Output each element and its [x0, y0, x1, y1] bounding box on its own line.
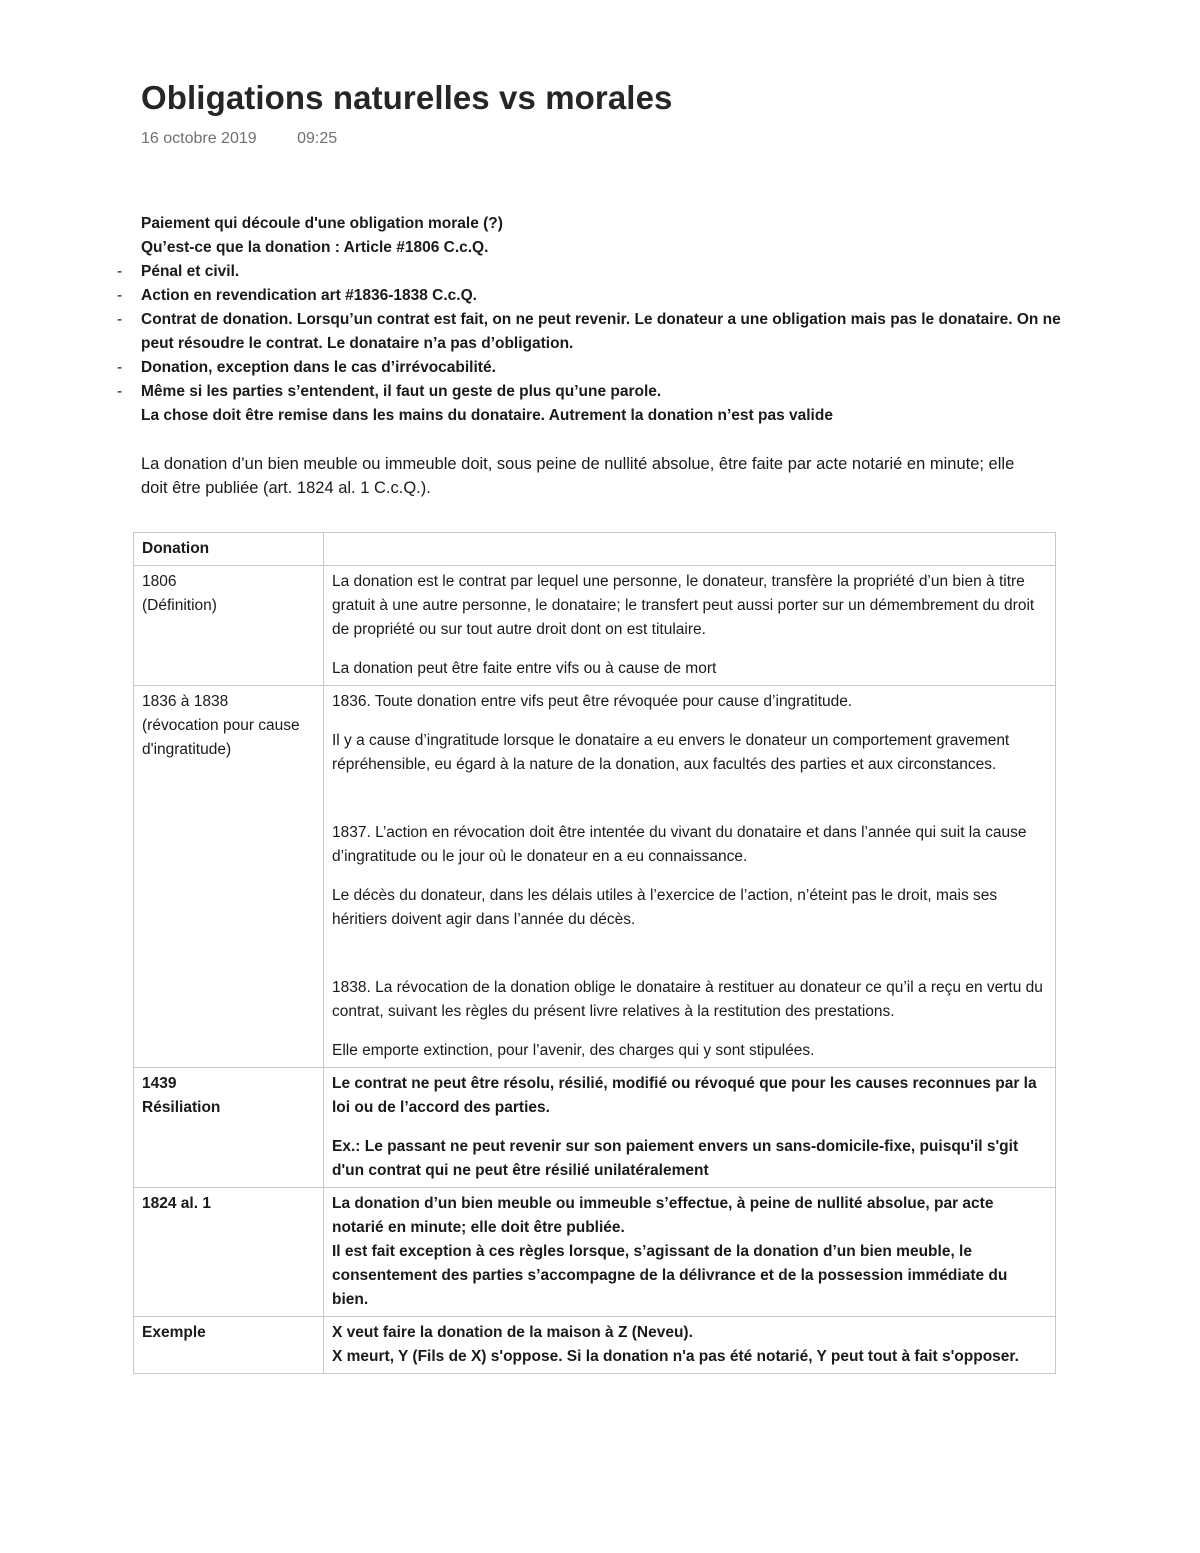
- row-content-cell: [324, 1068, 1056, 1188]
- row-label-cell: Exemple: [134, 1317, 324, 1374]
- dash-bullet: -: [117, 383, 123, 400]
- cell-paragraph: Il y a cause d’ingratitude lorsque le donataire a eu envers le donateur un comportement gravement répréhensible, eu égard à la nature de la donation, aux facultés des parties et aux circonstances.: [332, 732, 1010, 773]
- article-number: 1836 à 1838: [142, 693, 229, 710]
- body-paragraph: La donation d’un bien meuble ou immeuble doit, sous peine de nullité absolue, être faite par acte notarié en minute; elle doit être publiée (art. 1824 al. 1 C.c.Q.).: [141, 455, 1015, 497]
- intro-line: Paiement qui découle d'une obligation morale (?): [141, 215, 503, 232]
- table-row: [134, 686, 1056, 1068]
- intro-block: [117, 212, 1061, 428]
- cell-paragraph: 1837. L’action en révocation doit être intentée du vivant du donataire et dans l’année qui suit la cause d’ingratitude ou le jour où le donateur en a eu connaissance.: [332, 824, 1027, 865]
- note-page: [117, 76, 1061, 497]
- cell-paragraph: La donation est le contrat par lequel une personne, le donateur, transfère la propriété d’un bien à titre gratuit à une autre personne, le donataire; le transfert peut aussi porter sur un démembrement du droit de propriété ou sur tout autre droit dont on est titulaire.: [332, 573, 1035, 638]
- row-content-cell: [324, 686, 1056, 1068]
- table-row: [134, 1188, 1056, 1317]
- cell-paragraph: La donation peut être faite entre vifs ou à cause de mort: [332, 660, 717, 677]
- cell-paragraph: Le contrat ne peut être résolu, résilié, modifié ou révoqué que pour les causes reconnues par la loi ou de l’accord des parties.: [332, 1075, 1037, 1116]
- note-date: 16 octobre 2019: [141, 130, 257, 147]
- row-content-cell: [324, 566, 1056, 686]
- article-caption: Résiliation: [142, 1099, 221, 1116]
- dash-bullet: -: [117, 359, 123, 376]
- cell-paragraph: X veut faire la donation de la maison à Z (Neveu).: [332, 1324, 693, 1341]
- table-row: [134, 1317, 1056, 1374]
- dash-bullet: -: [117, 287, 123, 304]
- article-caption: (Définition): [142, 597, 217, 614]
- cell-paragraph: La donation d’un bien meuble ou immeuble s’effectue, à peine de nullité absolue, par acte notarié en minute; elle doit être publiée.: [332, 1195, 994, 1236]
- list-item: [117, 308, 1061, 356]
- list-item-text: Action en revendication art #1836-1838 C.c.Q.: [141, 287, 477, 304]
- list-item-text: Contrat de donation. Lorsqu’un contrat est fait, on ne peut revenir. Le donateur a une obligation mais pas le donataire. On ne peut résoudre le contrat. Le donataire n’a pas d’obligation.: [141, 311, 1061, 352]
- table-header-cell: Donation: [134, 533, 324, 566]
- list-item: [117, 260, 1061, 284]
- note-meta: [141, 124, 1061, 154]
- list-item-text: Donation, exception dans le cas d’irrévocabilité.: [141, 359, 496, 376]
- intro-line: La chose doit être remise dans les mains du donataire. Autrement la donation n’est pas valide: [141, 407, 833, 424]
- list-item-text: Pénal et civil.: [141, 263, 240, 280]
- cell-paragraph: Ex.: Le passant ne peut revenir sur son paiement envers un sans-domicile-fixe, puisqu'il s'git d'un contrat qui ne peut être résilié unilatéralement: [332, 1138, 1019, 1179]
- dash-bullet: -: [117, 263, 123, 280]
- note-time: 09:25: [297, 130, 338, 147]
- row-content-cell: [324, 1188, 1056, 1317]
- row-label-cell: [134, 686, 324, 1068]
- article-number: 1439: [142, 1075, 177, 1092]
- cell-paragraph: Elle emporte extinction, pour l’avenir, des charges qui y sont stipulées.: [332, 1042, 815, 1059]
- row-label-cell: [134, 1068, 324, 1188]
- article-number: 1806: [142, 573, 177, 590]
- dash-bullet: -: [117, 311, 123, 328]
- row-content-cell: [324, 1317, 1056, 1374]
- table-row: [134, 566, 1056, 686]
- list-item: [117, 380, 1061, 404]
- row-label-cell: [134, 566, 324, 686]
- table-row: [134, 533, 1056, 566]
- row-label-cell: 1824 al. 1: [134, 1188, 324, 1317]
- cell-paragraph: X meurt, Y (Fils de X) s'oppose. Si la donation n'a pas été notarié, Y peut tout à fait s'opposer.: [332, 1348, 1019, 1365]
- cell-paragraph: Il est fait exception à ces règles lorsque, s’agissant de la donation d’un bien meuble, le consentement des parties s’accompagne de la délivrance et de la possession immédiate du bien.: [332, 1243, 1008, 1308]
- bullet-list: [117, 260, 1061, 404]
- table-header-cell: [324, 533, 1056, 566]
- cell-paragraph: 1836. Toute donation entre vifs peut être révoquée pour cause d’ingratitude.: [332, 693, 853, 710]
- page-title: Obligations naturelles vs morales: [141, 79, 673, 116]
- table-row: [134, 1068, 1056, 1188]
- list-item-text: Même si les parties s’entendent, il faut un geste de plus qu’une parole.: [141, 383, 662, 400]
- cell-paragraph: 1838. La révocation de la donation oblige le donataire à restituer au donateur ce qu’il a reçu en vertu du contrat, suivant les règles du présent livre relatives à la restitution des prestations.: [332, 979, 1043, 1020]
- intro-line: Qu’est-ce que la donation : Article #1806 C.c.Q.: [141, 239, 489, 256]
- list-item: [117, 356, 1061, 380]
- donation-table: [133, 532, 1056, 1374]
- list-item: [117, 284, 1061, 308]
- article-caption: (révocation pour cause d'ingratitude): [142, 717, 300, 758]
- cell-paragraph: Le décès du donateur, dans les délais utiles à l’exercice de l’action, n’éteint pas le droit, mais ses héritiers doivent agir dans l’année du décès.: [332, 887, 998, 928]
